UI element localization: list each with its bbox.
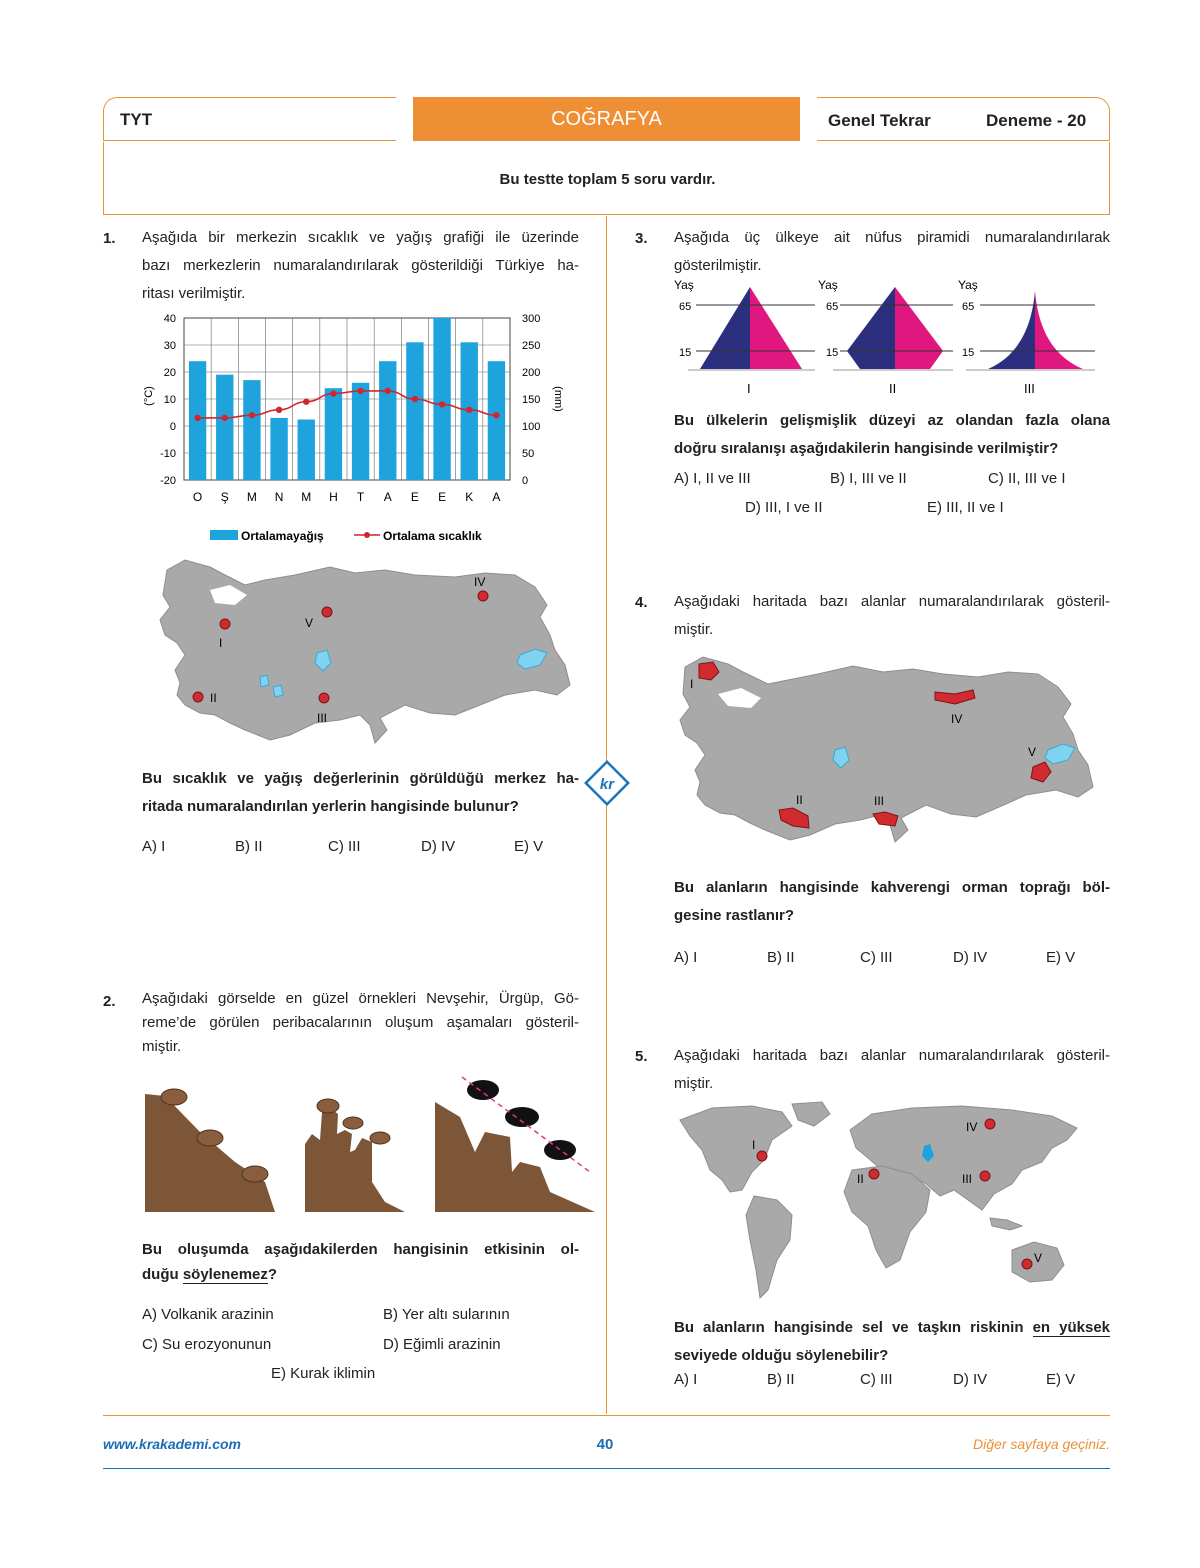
q1-map-marker-v <box>322 607 332 617</box>
chart-ytick-label: -10 <box>160 448 176 460</box>
lake <box>273 685 283 697</box>
indonesia <box>990 1218 1022 1230</box>
header-exam: TYT <box>120 110 153 129</box>
q1-map-label-iv: IV <box>474 575 486 589</box>
q2-question-text: duğu <box>142 1266 183 1283</box>
chart-y2tick-label: 0 <box>522 475 529 487</box>
stage2-cap <box>370 1132 390 1144</box>
chart-y2tick-label: 150 <box>522 394 541 406</box>
q1-map-label-ii: II <box>210 691 217 705</box>
q2-question <box>142 1237 579 1287</box>
q3-option-d[interactable]: D) III, I ve II <box>745 499 823 516</box>
pyramid3-axis-label: Yaş <box>958 278 978 292</box>
q2-stem-line: reme’de görülen peribacalarının oluşum aşamaları gösteril- <box>142 1014 579 1031</box>
q3-number: 3. <box>635 230 648 247</box>
q5-question-text: Bu alanların hangisinde sel ve taşkın riskinin <box>674 1319 1033 1336</box>
q5-map-label-iv: IV <box>966 1120 978 1134</box>
q5-option-c[interactable]: C) III <box>860 1371 893 1388</box>
chart-xtick-label: M <box>301 490 312 504</box>
q5-map-label-v: V <box>1034 1251 1043 1265</box>
q5-stem-line: Aşağıdaki haritada bazı alanlar numaralandırılarak gösteril- <box>674 1047 1110 1064</box>
stage1-boulder <box>197 1130 223 1146</box>
q5-world-map <box>672 1100 1112 1310</box>
chart-xtick-label: H <box>329 490 338 504</box>
pyramid2-male <box>847 287 895 369</box>
q2-question-line2 <box>142 1262 579 1287</box>
chart-xtick-label: E <box>410 490 419 504</box>
header-test: Deneme - 20 <box>986 111 1087 130</box>
pyramid1-label: I <box>747 381 751 396</box>
q1-turkey-map <box>155 555 585 755</box>
q2-stem-line: miştir. <box>142 1038 182 1055</box>
q1-map-marker-i <box>220 619 230 629</box>
q4-map-label-ii: II <box>796 793 803 807</box>
pyramid1-female <box>750 287 802 369</box>
q5-question-line: seviyede olduğu söylenebilir? <box>674 1347 889 1364</box>
chart-ytick-label: 20 <box>163 367 176 379</box>
pyramid3-male <box>988 291 1035 369</box>
chart-temperature-point <box>466 407 472 413</box>
q1-map-label-i: I <box>219 636 223 650</box>
q5-map-marker-v <box>1022 1259 1032 1269</box>
q3-option-c[interactable]: C) II, III ve I <box>988 470 1066 487</box>
q1-option-d[interactable]: D) IV <box>421 838 456 855</box>
header-series: Genel Tekrar <box>828 111 931 130</box>
chart-ytick-label: 0 <box>169 421 176 433</box>
stage3-cap <box>505 1107 539 1127</box>
chart-y2tick-label: 300 <box>522 313 541 325</box>
q2-number: 2. <box>103 993 116 1010</box>
q4-option-d[interactable]: D) IV <box>953 949 988 966</box>
legend-line-marker <box>364 532 370 538</box>
pyramid1-male <box>700 287 750 369</box>
lake <box>260 675 269 687</box>
q1-option-a[interactable]: A) I <box>142 838 166 855</box>
q3-question <box>674 407 1110 463</box>
q3-option-a[interactable]: A) I, II ve III <box>674 470 751 487</box>
q5-map-label-i: I <box>752 1138 756 1152</box>
chart-temperature-point <box>493 412 499 418</box>
q3-stem <box>674 224 1110 280</box>
q3-stem-line: gösterilmiştir. <box>674 257 762 274</box>
chart-bar <box>352 383 369 480</box>
chart-ytick-label: -20 <box>160 475 176 487</box>
stage1-boulder <box>242 1166 268 1182</box>
q5-stem <box>674 1042 1110 1098</box>
chart-y2tick-label: 100 <box>522 421 541 433</box>
chart-bar <box>379 361 396 480</box>
header-exam-box <box>103 97 396 141</box>
q1-option-b[interactable]: B) II <box>235 838 263 855</box>
legend-bar-label: Ortalamayağış <box>241 529 324 543</box>
q5-option-e[interactable]: E) V <box>1046 1371 1076 1388</box>
q2-option-a[interactable]: A) Volkanik arazinin <box>142 1306 274 1323</box>
q5-option-b[interactable]: B) II <box>767 1371 795 1388</box>
chart-temperature-point <box>357 388 363 394</box>
q4-turkey-map <box>673 652 1108 852</box>
chart-temperature-point <box>330 390 336 396</box>
stage3-cap <box>467 1080 499 1100</box>
north-america <box>680 1106 792 1192</box>
logo-text: kr <box>599 776 615 793</box>
info-text: Bu testte toplam 5 soru vardır. <box>499 171 716 188</box>
q2-option-d[interactable]: D) Eğimli arazinin <box>383 1336 501 1353</box>
q3-option-e[interactable]: E) III, II ve I <box>927 499 1004 516</box>
greenland <box>792 1102 830 1126</box>
chart-bar <box>243 380 260 480</box>
q5-map-marker-i <box>757 1151 767 1161</box>
q2-stem-line: Aşağıdaki görselde en güzel örnekleri Nevşehir, Ürgüp, Gö- <box>142 990 579 1007</box>
q3-question-line: doğru sıralanışı aşağıdakilerin hangisinde verilmiştir? <box>674 440 1059 457</box>
chart-bar <box>270 418 287 480</box>
climate-chart <box>140 308 580 548</box>
south-america <box>746 1196 792 1298</box>
pyramid1-axis-label: Yaş <box>674 278 694 292</box>
q1-map-marker-iii <box>319 693 329 703</box>
pyramid1-age-low: 15 <box>679 347 692 359</box>
chart-temperature-point <box>412 396 418 402</box>
legend-line-label: Ortalama sıcaklık <box>383 529 482 543</box>
q4-option-c[interactable]: C) III <box>860 949 893 966</box>
q3-stem-line: Aşağıda üç ülkeye ait nüfus piramidi numaralandırılarak <box>674 229 1110 246</box>
footer-rule-bottom <box>103 1468 1110 1469</box>
chart-ytick-label: 30 <box>163 340 176 352</box>
q4-map-label-iii: III <box>874 794 885 808</box>
q1-stem-line: Aşağıda bir merkezin sıcaklık ve yağış grafiği ile üzerinde <box>142 229 579 246</box>
q4-question-line: Bu alanların hangisinde kahverengi orman toprağı böl- <box>674 879 1110 896</box>
chart-temperature-point <box>385 388 391 394</box>
q4-question <box>674 874 1110 930</box>
q5-stem-line: miştir. <box>674 1075 714 1092</box>
pyramid2-female <box>895 287 943 369</box>
q2-question-line: Bu oluşumda aşağıdakilerden hangisinin etkisinin ol- <box>142 1241 579 1258</box>
q4-option-a[interactable]: A) I <box>674 949 698 966</box>
q5-map-label-ii: II <box>857 1172 864 1186</box>
chart-xtick-label: A <box>492 490 501 504</box>
q4-stem-line: Aşağıdaki haritada bazı alanlar numaralandırılarak gösteril- <box>674 593 1110 610</box>
q4-map-label-v: V <box>1028 745 1037 759</box>
q5-option-a[interactable]: A) I <box>674 1371 698 1388</box>
chart-temperature-point <box>276 407 282 413</box>
q4-option-b[interactable]: B) II <box>767 949 795 966</box>
q4-number: 4. <box>635 594 648 611</box>
q3-question-line: Bu ülkelerin gelişmişlik düzeyi az olandan fazla olana <box>674 412 1110 429</box>
fairy-chimney-illustration <box>140 1072 600 1217</box>
chart-ylabel: (°C) <box>143 386 155 406</box>
pyramid2-label: II <box>889 381 897 396</box>
q1-map-marker-ii <box>193 692 203 702</box>
header-subject: COĞRAFYA <box>551 108 662 130</box>
legend-bar-swatch <box>210 530 238 540</box>
q5-map-marker-iv <box>985 1119 995 1129</box>
q1-question-line: ritada numaralandırılan yerlerin hangisinde bulunur? <box>142 798 519 815</box>
q1-stem-line: bazı merkezlerin numaralandırılarak gösterildiği Türkiye ha- <box>142 257 579 274</box>
q2-stem <box>142 987 579 1059</box>
chart-temperature-point <box>439 401 445 407</box>
q1-number: 1. <box>103 230 116 247</box>
q1-map-label-iii: III <box>317 711 328 725</box>
chart-bar <box>433 318 450 480</box>
chart-xtick-label: T <box>356 490 365 504</box>
chart-xtick-label: K <box>465 490 474 504</box>
q4-map-label-iv: IV <box>951 712 963 726</box>
q5-map-label-iii: III <box>962 1172 973 1186</box>
population-pyramids <box>670 275 1110 400</box>
chart-ytick-label: 40 <box>163 313 176 325</box>
chart-xtick-label: Ş <box>220 490 229 504</box>
pyramid2-axis-label: Yaş <box>818 278 838 292</box>
q1-stem-line: ritası verilmiştir. <box>142 285 246 302</box>
chart-temperature-point <box>222 415 228 421</box>
q3-option-b[interactable]: B) I, III ve II <box>830 470 907 487</box>
pyramid3-age-high: 65 <box>962 301 975 313</box>
q4-map-label-i: I <box>690 677 694 691</box>
footer-next-page: Diğer sayfaya geçiniz. <box>973 1436 1110 1452</box>
q4-stem <box>674 588 1110 644</box>
q2-option-c[interactable]: C) Su erozyonunun <box>142 1336 272 1353</box>
footer-website[interactable]: www.krakademi.com <box>103 1436 241 1452</box>
q5-number: 5. <box>635 1048 648 1065</box>
header-test-box <box>817 97 1110 141</box>
q1-map-label-v: V <box>305 616 314 630</box>
q1-option-e[interactable]: E) V <box>514 838 544 855</box>
q2-question-underline: söylenemez <box>182 1266 268 1283</box>
q4-question-line: gesine rastlanır? <box>674 907 795 924</box>
q5-question-underline: en yüksek <box>1032 1319 1111 1336</box>
publisher-logo <box>584 760 632 808</box>
chart-bar <box>216 375 233 480</box>
chart-y2tick-label: 50 <box>522 448 535 460</box>
column-divider <box>606 216 607 1414</box>
pyramid3-female <box>1035 291 1083 369</box>
chart-xtick-label: O <box>192 490 203 504</box>
pyramid1-age-high: 65 <box>679 301 692 313</box>
q5-map-marker-iii <box>980 1171 990 1181</box>
stage2-cap <box>343 1117 363 1129</box>
chart-bar <box>325 388 342 480</box>
footer-rule-top <box>103 1415 1110 1416</box>
chart-temperature-point <box>194 415 200 421</box>
pyramid2-age-high: 65 <box>826 301 839 313</box>
chart-temperature-point <box>303 399 309 405</box>
chart-bar <box>298 420 315 480</box>
footer-page-number: 40 <box>596 1436 614 1453</box>
stage2-cap <box>317 1099 339 1113</box>
q1-question <box>142 765 579 821</box>
chart-y2tick-label: 200 <box>522 367 541 379</box>
info-box <box>103 142 1110 215</box>
chart-bar <box>406 342 423 480</box>
q2-option-e[interactable]: E) Kurak iklimin <box>271 1365 376 1382</box>
pyramid2-age-low: 15 <box>826 347 839 359</box>
chart-temperature-point <box>249 412 255 418</box>
q1-question-line: Bu sıcaklık ve yağış değerlerinin görüldüğü merkez ha- <box>142 770 579 787</box>
q4-stem-line: miştir. <box>674 621 714 638</box>
q4-option-e[interactable]: E) V <box>1046 949 1076 966</box>
chart-ytick-label: 10 <box>163 394 176 406</box>
stage1-boulder <box>161 1089 187 1105</box>
chart-bar <box>488 361 505 480</box>
chart-xtick-label: A <box>383 490 392 504</box>
chart-xtick-label: M <box>246 490 257 504</box>
q1-stem <box>142 224 579 308</box>
chart-xtick-label: E <box>438 490 447 504</box>
q5-question <box>674 1314 1110 1370</box>
q1-map-marker-iv <box>478 591 488 601</box>
q1-option-c[interactable]: C) III <box>328 838 361 855</box>
q5-map-marker-ii <box>869 1169 879 1179</box>
chart-xtick-label: N <box>274 490 284 504</box>
q2-question-text: ? <box>267 1266 278 1283</box>
q5-option-d[interactable]: D) IV <box>953 1371 988 1388</box>
q2-option-b[interactable]: B) Yer altı sularının <box>383 1306 510 1323</box>
chart-y2tick-label: 250 <box>522 340 541 352</box>
stage3-cap <box>544 1140 576 1160</box>
stage1-slope <box>145 1094 275 1212</box>
header-subject-box <box>413 97 800 141</box>
q5-question-line1 <box>674 1314 1110 1342</box>
pyramid3-label: III <box>1024 381 1035 396</box>
pyramid3-age-low: 15 <box>962 347 975 359</box>
chart-y2label: (mm) <box>552 386 564 412</box>
